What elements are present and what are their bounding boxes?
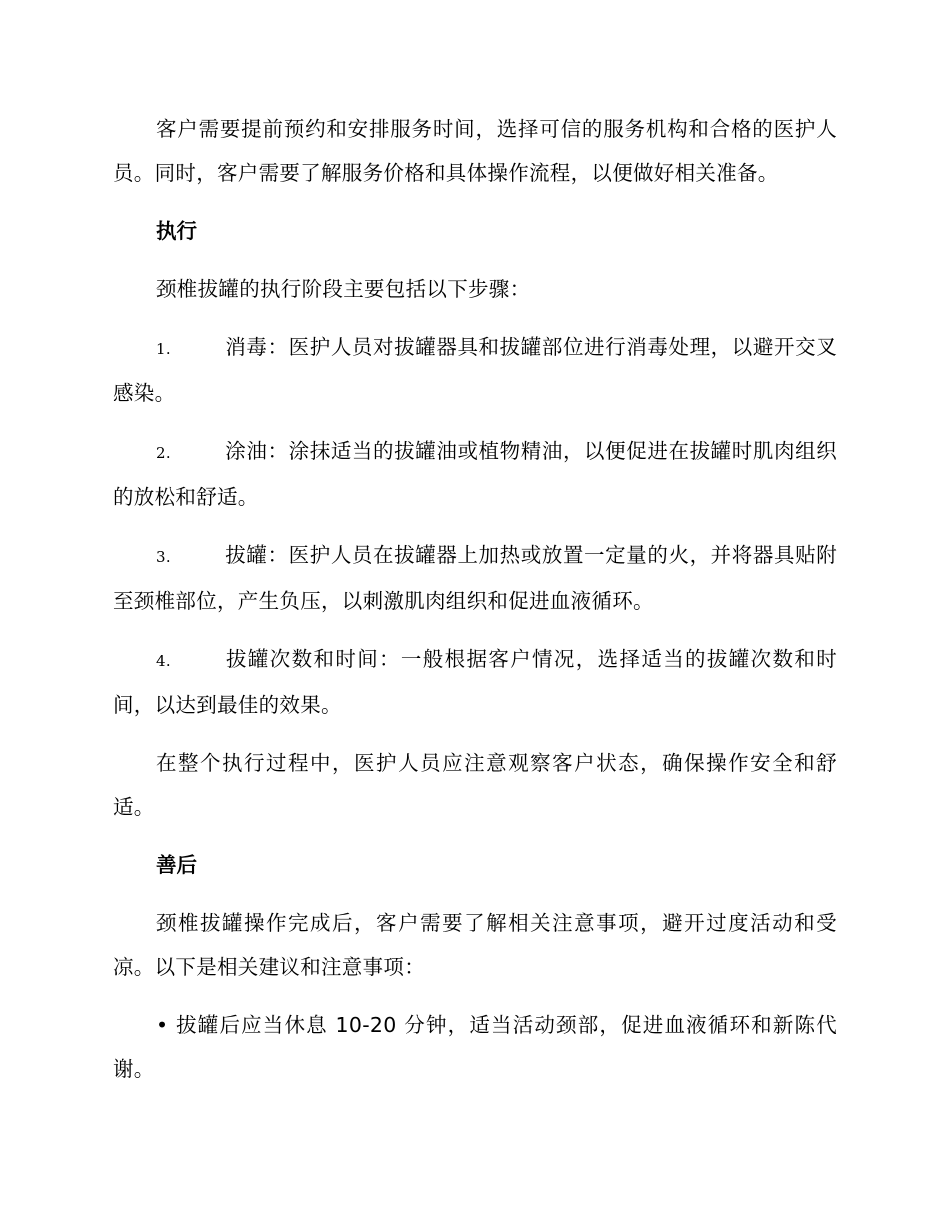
list-item-number: 3. — [156, 548, 171, 566]
document-page — [113, 107, 837, 1105]
list-item-number: 1. — [156, 340, 171, 358]
execution-lead-paragraph: 颈椎拔罐的执行阶段主要包括以下步骤： — [156, 277, 531, 301]
list-item-number: 4. — [156, 652, 171, 670]
aftercare-lead-paragraph: 颈椎拔罐操作完成后，客户需要了解相关注意事项，避开过度活动和受凉。以下是相关建议和注意事项： — [113, 911, 837, 979]
section-heading-aftercare: 善后 — [156, 853, 197, 877]
list-item-text: 消毒：医护人员对拔罐器具和拔罐部位进行消毒处理，以避开交叉感染。 — [113, 335, 837, 405]
intro-paragraph: 客户需要提前预约和安排服务时间，选择可信的服务机构和合格的医护人员。同时，客户需要了解服务价格和具体操作流程，以便做好相关准备。 — [113, 117, 837, 185]
list-item — [113, 429, 837, 519]
execution-closing-paragraph: 在整个执行过程中，医护人员应注意观察客户状态，确保操作安全和舒适。 — [113, 751, 837, 819]
list-item-text: 涂油：涂抹适当的拔罐油或植物精油，以便促进在拔罐时肌肉组织的放松和舒适。 — [113, 439, 837, 509]
list-item-text: 拔罐：医护人员在拔罐器上加热或放置一定量的火，并将器具贴附至颈椎部位，产生负压，以刺激肌肉组织和促进血液循环。 — [113, 543, 837, 613]
list-item — [113, 533, 837, 623]
list-item-text: 拔罐次数和时间：一般根据客户情况，选择适当的拔罐次数和时间，以达到最佳的效果。 — [113, 647, 837, 717]
section-heading-execution: 执行 — [156, 219, 197, 243]
list-item — [113, 637, 837, 727]
bullet-item: • 拔罐后应当休息 10-20 分钟，适当活动颈部，促进血液循环和新陈代谢。 — [113, 1013, 837, 1081]
list-item — [113, 325, 837, 415]
list-item-number: 2. — [156, 444, 171, 462]
